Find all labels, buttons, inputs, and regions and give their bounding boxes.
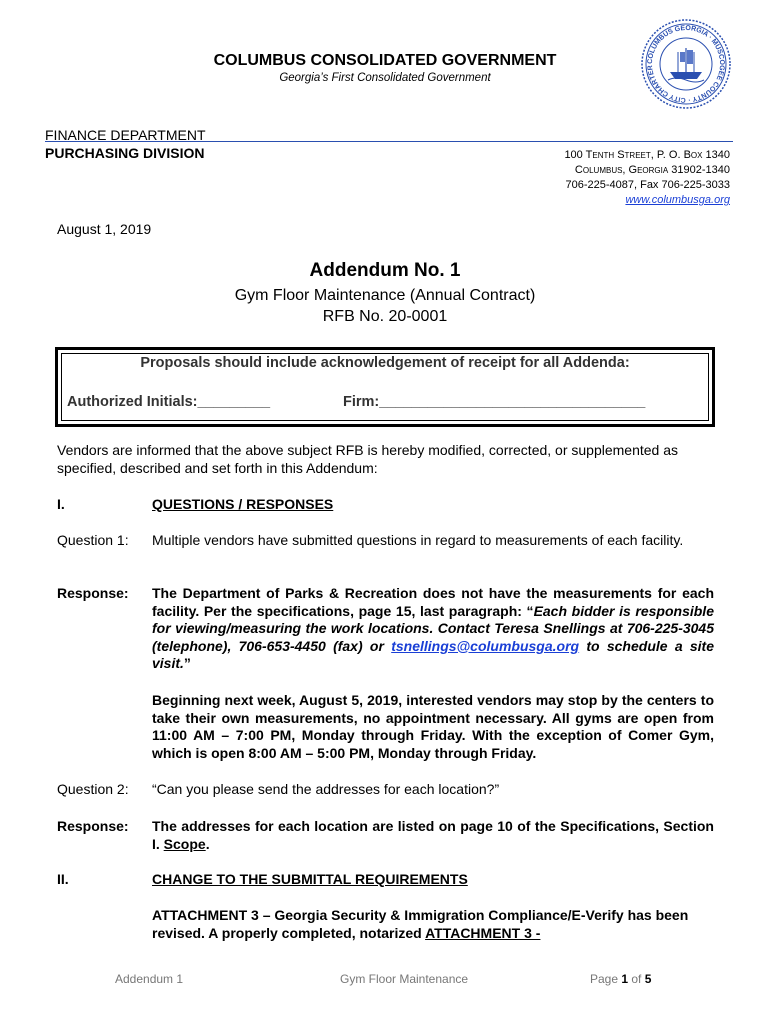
footer-page-current: 1 [621, 972, 629, 986]
response-1-close-quote: ” [183, 655, 191, 671]
org-title: COLUMBUS CONSOLIDATED GOVERNMENT [213, 52, 557, 69]
city-seal [640, 18, 732, 110]
footer-page-prefix: Page [590, 972, 622, 986]
rfb-number: RFB No. 20-0001 [322, 308, 448, 325]
phone-fax: 706-225-4087, Fax 706-225-3033 [565, 179, 730, 191]
address-line-2: Columbus, Georgia 31902-1340 [574, 164, 730, 176]
website-link[interactable]: www.columbusga.org [625, 194, 730, 206]
document-date: August 1, 2019 [57, 221, 152, 237]
footer-left: Addendum 1 [115, 972, 184, 986]
response-1-label: Response: [57, 585, 129, 601]
question-1-text: Multiple vendors have submitted questions in regard to measurements of each facility. [152, 532, 684, 548]
addendum-subtitle-block [0, 285, 770, 327]
question-1-label: Question 1: [57, 532, 129, 548]
firm-field: Firm:_________________________________ [343, 394, 646, 410]
email-link[interactable]: tsnellings@columbusga.org [391, 637, 580, 654]
intro-paragraph: Vendors are informed that the above subject RFB is hereby modified, corrected, or supplemented as specified, described and set forth in this Addendum: [57, 442, 679, 476]
attachment-paragraph [152, 907, 712, 942]
address-block [564, 148, 730, 208]
addendum-title: Addendum No. 1 [309, 260, 461, 281]
attachment-text: ATTACHMENT 3 – Georgia Security & Immigration Compliance/E-Verify has been revised. A properly completed, notarized [152, 907, 689, 941]
response-1-text [152, 585, 714, 673]
department-name: FINANCE DEPARTMENT [45, 127, 206, 143]
response-2-text [152, 818, 714, 853]
section-1-number: I. [57, 496, 65, 512]
attachment-3-reference: ATTACHMENT 3 - [425, 924, 541, 941]
response-1-paragraph-2: Beginning next week, August 5, 2019, interested vendors may stop by the centers to take their own measurements, no appointment necessary. All gyms are open from 11:00 AM – 7:00 PM, Monday through Friday. With the exception of Comer Gym, which is open 8:00 AM – 5:00 PM, Monday through Friday. [152, 692, 714, 761]
acknowledgement-heading: Proposals should include acknowledgement of receipt for all Addenda: [140, 355, 630, 371]
footer-page-total: 5 [644, 972, 652, 986]
question-2-label: Question 2: [57, 781, 129, 797]
question-2-text: “Can you please send the addresses for each location?” [152, 781, 500, 797]
footer-page-of: of [628, 972, 645, 986]
response-1-lead: The Department of Parks & Recreation does not have the measurements for each facility. Per the specifications, page 15, last paragraph: “ [152, 585, 714, 619]
section-2-title: CHANGE TO THE SUBMITTAL REQUIREMENTS [152, 871, 468, 887]
contract-name: Gym Floor Maintenance (Annual Contract) [234, 287, 536, 304]
section-2-number: II. [57, 871, 69, 887]
authorized-initials-field: Authorized Initials:_________ [67, 394, 271, 410]
division-name: PURCHASING DIVISION [45, 145, 205, 161]
seal-text: COLUMBUS GEORGIA · MUSCOGEE COUNTY · CITY CHARTER [646, 24, 726, 104]
response-2-end: . [205, 835, 210, 852]
section-1-title: QUESTIONS / RESPONSES [152, 496, 334, 512]
header-divider [45, 141, 733, 142]
footer-center: Gym Floor Maintenance [340, 972, 469, 986]
response-2-lead: The addresses for each location are listed on page 10 of the Specifications, Section I. [152, 818, 714, 852]
footer-page-number [590, 972, 651, 986]
address-line-1: 100 Tenth Street, P. O. Box 1340 [564, 149, 730, 161]
response-1-quote: Each bidder is responsible for viewing/measuring the work locations. Contact Teresa Snellings at 706-225-3045 (telephone), 706-653-4450 (fax) or [152, 602, 714, 654]
response-2-label: Response: [57, 818, 129, 834]
org-subtitle: Georgia’s First Consolidated Government [279, 72, 491, 84]
scope-reference: Scope [163, 835, 206, 852]
response-1-quote-end: to schedule a site visit. [152, 637, 715, 671]
